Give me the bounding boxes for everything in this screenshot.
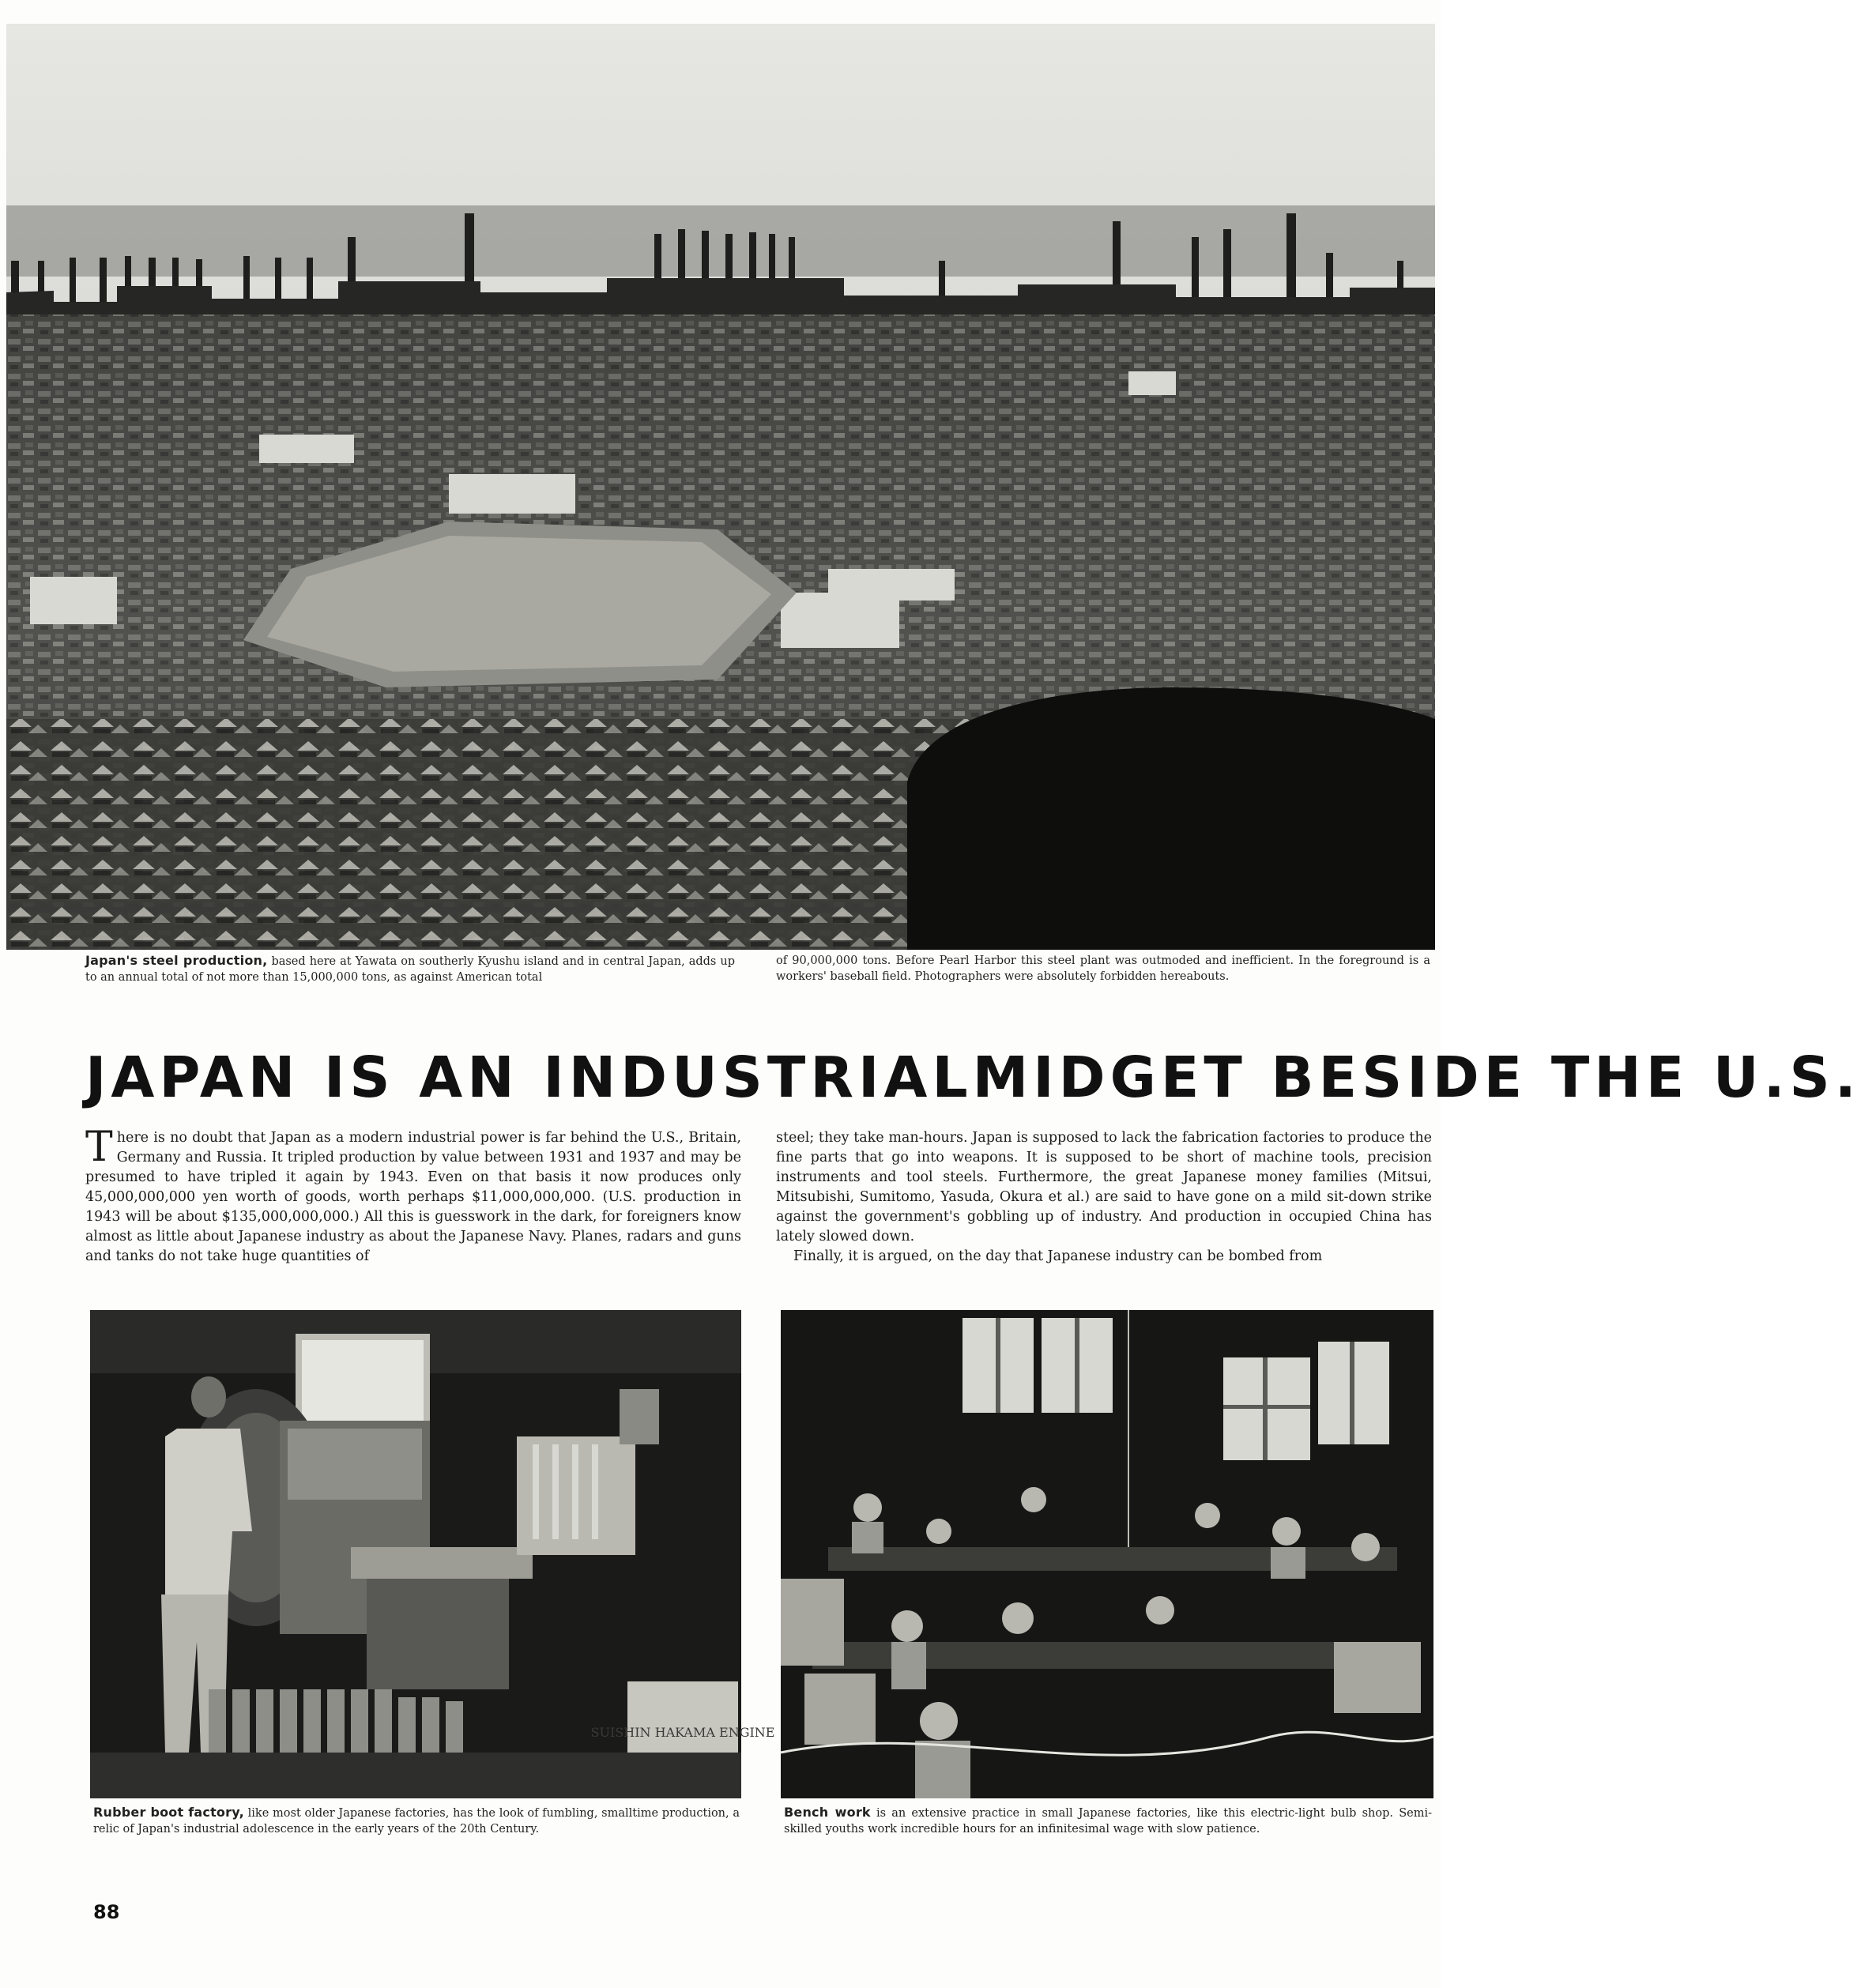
caption-text: based here at Yawata on southerly Kyushu island and in central Japan, adds up to an annual total of not more than 15,000,000 tons, as against American total [85, 955, 736, 984]
caption-text: like most older Japanese factories, has the look of fumbling, smalltime production, a relic of Japan's industrial adolescence in the early years of the 20th Century. [93, 1807, 740, 1836]
yawata-steel-illustration [6, 24, 1435, 950]
article-column-1 [85, 1124, 741, 1267]
bench-work-photo [781, 1310, 1433, 1798]
rubber-boot-factory-illustration [90, 1310, 775, 1798]
bench-work-caption [784, 1805, 1432, 1837]
caption-lead: Bench work [784, 1805, 871, 1820]
caption-lead: Japan's steel production, [85, 953, 268, 968]
drop-cap: T [85, 1124, 113, 1171]
caption-text: of 90,000,000 tons. Before Pearl Harbor this steel plant was outmoded and inefficient. In the foreground is a workers' baseball field. Photographers were absolutely forbidden hereabouts. [776, 954, 1430, 983]
rubber-boot-caption [93, 1805, 740, 1837]
caption-text: is an extensive practice in small Japanese factories, like this electric-light bulb shop. Semi-skilled youths work incredible hours for an infinitesimal wage with slow patience. [784, 1807, 1433, 1836]
paragraph-text: here is no doubt that Japan as a modern industrial power is far behind the U.S., Britain, Germany and Russia. It tripled production by value between 1931 and 1937 and may be presumed to have tripled it again by 1943. Even on that basis it now produces only 45,000,000,000 yen worth of goods, worth perhaps $11,000,000,000. (U.S. production in 1943 will be about $135,000,000,000.) All this is guesswork in the dark, for foreigners know almost as little about Japanese industry as about the Japanese Navy. Planes, radars and guns and tanks do not take huge quantities of [85, 1130, 741, 1264]
rubber-boot-factory-photo [90, 1310, 775, 1798]
page-number: 88 [93, 1901, 120, 1923]
yawata-caption-left [85, 953, 735, 985]
headline-right: MIDGET BESIDE THE U.S. [972, 1045, 1861, 1110]
bench-work-illustration [781, 1310, 1433, 1798]
box-label: SUISHIN HAKAMA ENGINE [590, 1725, 775, 1740]
caption-lead: Rubber boot factory, [93, 1805, 244, 1820]
yawata-caption-right [776, 953, 1430, 985]
article-column-2 [776, 1128, 1432, 1267]
headline-left: JAPAN IS AN INDUSTRIAL [85, 1045, 973, 1110]
article-paragraph: Finally, it is argued, on the day that Japanese industry can be bombed from [793, 1248, 1323, 1264]
article-paragraph: steel; they take man-hours. Japan is supposed to lack the fabrication factories to produce the fine parts that go into weapons. It is supposed to be short of machine tools, precision instruments and tool steels. Furthermore, the great Japanese money families (Mitsui, Mitsubishi, Sumitomo, Yasuda, Okura et al.) are said to have gone on a mild sit-down strike against the government's gobbling up of industry. And production in occupied China has lately slowed down. [776, 1130, 1432, 1244]
yawata-steel-photo [6, 24, 1435, 950]
article-paragraph [85, 1124, 741, 1267]
article-headline [85, 1045, 1861, 1110]
